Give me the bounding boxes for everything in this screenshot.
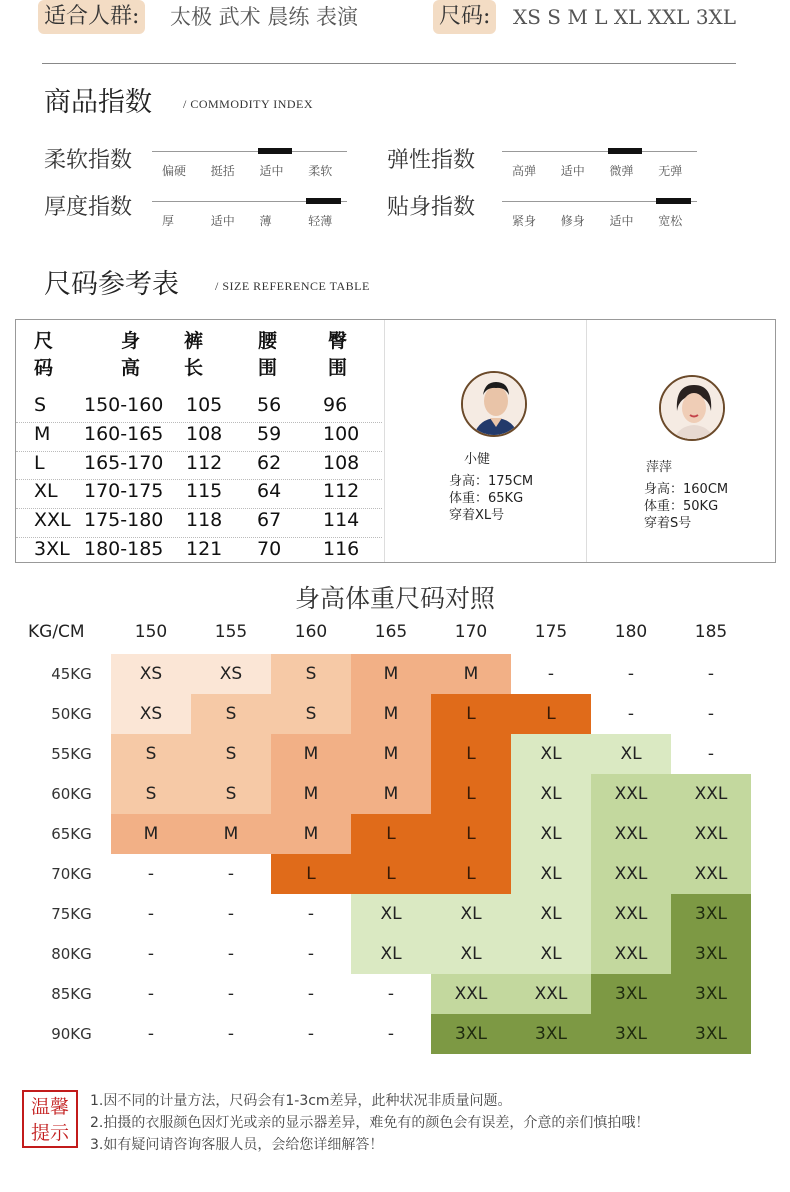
size-table-cell: 62 [257, 451, 282, 474]
grid-cell: M [351, 694, 431, 734]
grid-cell: XS [111, 694, 191, 734]
scale-option: 适中 [609, 214, 634, 228]
scale-option: 高弹 [512, 164, 537, 178]
grid-cell: S [111, 734, 191, 774]
grid-cell: - [271, 934, 351, 974]
size-table-cell: XL [34, 480, 58, 503]
size-table-cell: L [34, 451, 45, 474]
grid-row-header: 50KG [51, 705, 92, 723]
model-female-height: 身高：160CM [644, 482, 729, 497]
crowd-value: 太极 武术 晨练 表演 [170, 5, 359, 29]
commodity-title: 商品指数 [44, 87, 152, 118]
grid-row-header: 65KG [51, 825, 92, 843]
size-table-cell: 112 [323, 480, 360, 503]
grid-column-header: 155 [214, 622, 248, 642]
tips-badge-line-1: 温馨 [30, 1096, 69, 1118]
size-table-cell: 160-165 [84, 422, 164, 445]
size-table-header-cell: 高 [121, 357, 141, 379]
scale-option: 偏硬 [162, 164, 187, 178]
model-male-height: 身高：175CM [449, 474, 534, 489]
grid-column-header: 170 [454, 622, 488, 642]
grid-cell: 3XL [591, 974, 671, 1014]
size-table-cell: 64 [257, 480, 282, 503]
index-label-elasticity: 弹性指数 [387, 148, 476, 173]
crowd-label: 适合人群: [38, 0, 145, 34]
grid-cell: XXL [511, 974, 591, 1014]
size-table-header-cell: 身 [121, 330, 141, 352]
scale-option: 柔软 [308, 164, 333, 178]
size-table-cell: 105 [186, 394, 223, 416]
grid-cell: - [271, 894, 351, 934]
grid-cell: S [191, 774, 271, 814]
scale-option: 宽松 [658, 214, 683, 228]
size-table-subtitle: / SIZE REFERENCE TABLE [215, 279, 370, 293]
scale-option: 厚 [162, 214, 175, 228]
grid-cell: M [271, 774, 351, 814]
grid-cell: XXL [671, 814, 751, 854]
scale-option: 紧身 [512, 214, 537, 228]
scale-option: 挺括 [210, 164, 235, 178]
grid-cell: - [351, 1014, 431, 1054]
grid-cell: - [271, 974, 351, 1014]
scale-option: 轻薄 [308, 214, 333, 228]
grid-cell: XXL [591, 854, 671, 894]
index-label-fit: 贴身指数 [387, 195, 476, 220]
size-table-title: 尺码参考表 [44, 269, 179, 300]
grid-row-header: 90KG [51, 1025, 92, 1043]
size-table-header-cell: 腰 [258, 330, 278, 352]
grid-cell: XL [431, 894, 511, 934]
size-table-cell: 96 [323, 394, 348, 416]
size-table-cell: 67 [257, 509, 282, 532]
grid-cell: XL [511, 774, 591, 814]
grid-cell: M [111, 814, 191, 854]
size-table-cell: 116 [323, 538, 360, 560]
grid-cell: XL [511, 894, 591, 934]
size-table-cell: 70 [257, 538, 282, 560]
model-male-weight: 体重：65KG [449, 491, 524, 506]
grid-cell: XXL [431, 974, 511, 1014]
scale-option: 修身 [560, 214, 585, 228]
size-value: XS S M L XL XXL 3XL [513, 5, 737, 29]
grid-cell: S [191, 734, 271, 774]
grid-corner: KG/CM [28, 622, 85, 642]
grid-cell: - [111, 934, 191, 974]
grid-cell: L [351, 854, 431, 894]
grid-cell: - [271, 1014, 351, 1054]
grid-row-header: 80KG [51, 945, 92, 963]
grid-column-header: 160 [294, 622, 328, 642]
grid-cell: L [511, 694, 591, 734]
grid-cell: XL [351, 934, 431, 974]
grid-cell: - [671, 694, 751, 734]
tips-badge-line-2: 提示 [30, 1122, 69, 1144]
scale-option: 适中 [560, 164, 585, 178]
grid-cell: - [111, 1014, 191, 1054]
grid-cell: 3XL [671, 1014, 751, 1054]
model-female-wear: 穿着S号 [644, 516, 692, 531]
grid-cell: S [191, 694, 271, 734]
grid-cell: - [111, 894, 191, 934]
size-table-cell: 112 [186, 451, 223, 474]
size-table-cell: 108 [186, 422, 223, 445]
grid-cell: 3XL [511, 1014, 591, 1054]
size-table-cell: 3XL [34, 538, 70, 560]
grid-cell: S [111, 774, 191, 814]
grid-cell: - [351, 974, 431, 1014]
model-female-weight: 体重：50KG [644, 499, 719, 514]
size-table-header-cell: 长 [184, 357, 204, 379]
grid-cell: L [431, 854, 511, 894]
grid-column-header: 150 [134, 622, 168, 642]
grid-cell: S [271, 694, 351, 734]
grid-cell: 3XL [671, 894, 751, 934]
size-table-header-cell: 尺 [34, 330, 54, 352]
size-table-cell: 170-175 [84, 480, 164, 503]
grid-cell: XL [591, 734, 671, 774]
grid-cell: L [431, 734, 511, 774]
size-table-cell: 115 [186, 480, 223, 503]
size-table-header-cell: 裤 [184, 330, 204, 352]
grid-cell: XXL [591, 894, 671, 934]
grid-cell: - [671, 654, 751, 694]
grid-cell: - [191, 934, 271, 974]
grid-row-header: 85KG [51, 985, 92, 1003]
grid-cell: M [191, 814, 271, 854]
size-table-cell: 56 [257, 394, 282, 416]
tip-line-1: 1.因不同的计量方法，尺码会有1-3cm差异，此种状况非质量问题。 [90, 1093, 512, 1109]
grid-cell: - [111, 974, 191, 1014]
grid-cell: - [671, 734, 751, 774]
grid-cell: XL [511, 934, 591, 974]
size-table-cell: 175-180 [84, 509, 164, 532]
size-label: 尺码: [433, 0, 496, 34]
grid-cell: - [191, 894, 271, 934]
scale-option: 薄 [259, 214, 272, 228]
size-table-cell: 121 [186, 538, 223, 560]
size-table-cell: XXL [34, 509, 71, 532]
grid-cell: XXL [671, 774, 751, 814]
size-table-cell: 180-185 [84, 538, 164, 560]
grid-cell: 3XL [671, 934, 751, 974]
grid-column-header: 180 [614, 622, 648, 642]
grid-cell: XS [191, 654, 271, 694]
grid-cell: - [191, 854, 271, 894]
grid-cell: S [271, 654, 351, 694]
grid-cell: L [271, 854, 351, 894]
model-female-name: 萍萍 [646, 460, 673, 475]
scale-option: 适中 [210, 214, 235, 228]
grid-row-header: 70KG [51, 865, 92, 883]
grid-cell: XXL [591, 934, 671, 974]
grid-cell: M [271, 814, 351, 854]
grid-cell: XL [351, 894, 431, 934]
index-label-thickness: 厚度指数 [44, 195, 133, 220]
tip-line-2: 2.拍摄的衣服颜色因灯光或亲的显示器差异，难免有的颜色会有误差，介意的亲们慎拍哦！ [90, 1115, 650, 1131]
grid-title: 身高体重尺码对照 [294, 584, 495, 613]
grid-cell: M [431, 654, 511, 694]
scale-option: 无弹 [658, 164, 683, 178]
size-table-cell: 118 [186, 509, 223, 532]
size-table-header-cell: 臀 [328, 330, 348, 352]
grid-cell: M [351, 774, 431, 814]
size-table-cell: 165-170 [84, 451, 164, 474]
grid-cell: - [591, 654, 671, 694]
size-table-cell: M [34, 422, 51, 445]
size-table-cell: 150-160 [84, 394, 164, 416]
size-table-cell: 59 [257, 422, 282, 445]
size-table-cell: 114 [323, 509, 360, 532]
grid-row-header: 55KG [51, 745, 92, 763]
grid-cell: - [511, 654, 591, 694]
scale-option: 微弹 [609, 164, 634, 178]
grid-cell: - [191, 974, 271, 1014]
grid-cell: L [431, 814, 511, 854]
size-table-cell: S [34, 394, 47, 416]
size-table-cell: 108 [323, 451, 360, 474]
grid-cell: L [431, 774, 511, 814]
grid-cell: - [591, 694, 671, 734]
size-table-header-cell: 围 [258, 357, 278, 379]
grid-row-header: 75KG [51, 905, 92, 923]
grid-cell: XS [111, 654, 191, 694]
grid-cell: 3XL [431, 1014, 511, 1054]
grid-column-header: 175 [534, 622, 568, 642]
grid-row-header: 60KG [51, 785, 92, 803]
grid-cell: - [111, 854, 191, 894]
grid-cell: L [431, 694, 511, 734]
grid-cell: XL [431, 934, 511, 974]
model-male-wear: 穿着XL号 [449, 508, 505, 523]
grid-cell: XL [511, 734, 591, 774]
grid-column-header: 185 [694, 622, 728, 642]
grid-cell: XL [511, 814, 591, 854]
size-table-header-cell: 码 [34, 357, 54, 379]
grid-cell: M [351, 734, 431, 774]
grid-cell: XXL [671, 854, 751, 894]
grid-column-header: 165 [374, 622, 408, 642]
grid-cell: XXL [591, 814, 671, 854]
grid-cell: 3XL [591, 1014, 671, 1054]
scale-option: 适中 [259, 164, 284, 178]
commodity-subtitle: / COMMODITY INDEX [183, 97, 314, 111]
index-label-softness: 柔软指数 [44, 148, 133, 173]
size-table-cell: 100 [323, 422, 360, 445]
grid-row-header: 45KG [51, 665, 92, 683]
grid-cell: M [351, 654, 431, 694]
grid-cell: L [351, 814, 431, 854]
tip-line-3: 3.如有疑问请咨询客服人员，会给您详细解答！ [90, 1137, 384, 1153]
grid-cell: 3XL [671, 974, 751, 1014]
tips-badge [22, 1090, 78, 1148]
grid-cell: - [191, 1014, 271, 1054]
grid-cell: XXL [591, 774, 671, 814]
size-table-header-cell: 围 [328, 357, 348, 379]
grid-cell: XL [511, 854, 591, 894]
grid-cell: M [271, 734, 351, 774]
model-male-name: 小健 [464, 452, 491, 467]
